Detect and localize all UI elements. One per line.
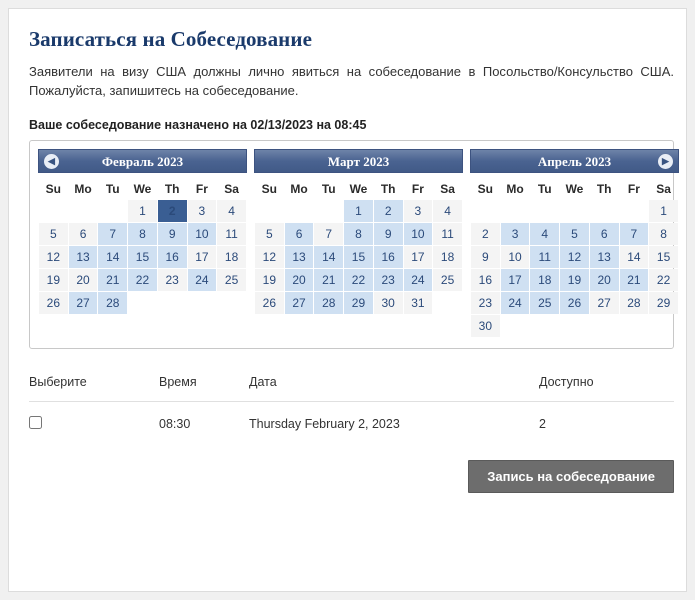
calendar-day-unavailable: 28 <box>620 292 649 314</box>
calendar-day-available[interactable]: 17 <box>501 269 530 291</box>
weekday-we: We <box>133 182 152 196</box>
calendar-day-unavailable: 17 <box>188 246 217 268</box>
weekday-header-row <box>39 179 246 199</box>
calendar-day-available[interactable]: 9 <box>158 223 187 245</box>
calendar-day-available[interactable]: 6 <box>590 223 619 245</box>
calendar-day-unavailable: 18 <box>217 246 246 268</box>
calendar-day-available[interactable]: 24 <box>188 269 217 291</box>
calendar-day-available[interactable]: 18 <box>530 269 559 291</box>
calendar-day-available[interactable]: 8 <box>344 223 373 245</box>
calendar-day-available[interactable]: 1 <box>344 200 373 222</box>
calendar-day-available[interactable]: 22 <box>128 269 157 291</box>
calendar-day-available[interactable]: 15 <box>344 246 373 268</box>
calendar-day-available[interactable]: 16 <box>374 246 403 268</box>
calendar-day-unavailable: 31 <box>404 292 433 314</box>
calendar-day-available[interactable]: 13 <box>69 246 98 268</box>
calendar-day-available[interactable]: 26 <box>560 292 589 314</box>
calendar-day-available[interactable]: 11 <box>530 246 559 268</box>
calendar-day-empty <box>620 200 649 222</box>
calendar-day-empty <box>128 292 157 314</box>
calendar-day-unavailable: 6 <box>69 223 98 245</box>
weekday-mo: Mo <box>506 182 524 196</box>
calendar-day-available[interactable]: 24 <box>404 269 433 291</box>
calendar-day-available[interactable]: 27 <box>69 292 98 314</box>
table-row <box>29 402 674 432</box>
calendar-week-row <box>39 200 246 222</box>
month-title: Апрель 2023 <box>537 154 612 169</box>
weekday-we: We <box>565 182 584 196</box>
calendar-body <box>255 200 462 314</box>
calendar-day-unavailable: 2 <box>471 223 500 245</box>
calendar-day-unavailable: 29 <box>649 292 678 314</box>
calendar-day-unavailable: 17 <box>404 246 433 268</box>
calendar-day-unavailable: 16 <box>471 269 500 291</box>
calendar-day-available[interactable]: 14 <box>98 246 127 268</box>
calendar-week-row <box>471 200 678 222</box>
slot-available: 2 <box>539 417 546 431</box>
calendar-day-available[interactable]: 9 <box>374 223 403 245</box>
calendar-day-unavailable: 22 <box>649 269 678 291</box>
calendar-day-available[interactable]: 13 <box>285 246 314 268</box>
calendar-day-unavailable: 9 <box>471 246 500 268</box>
calendar-day-available[interactable]: 28 <box>314 292 343 314</box>
calendar-month-march <box>254 149 463 338</box>
calendar-day-available[interactable]: 2 <box>374 200 403 222</box>
weekday-th: Th <box>164 182 180 196</box>
calendar-day-empty <box>158 292 187 314</box>
weekday-tu: Tu <box>321 182 336 196</box>
weekday-sa: Sa <box>224 182 239 196</box>
calendar-day-unavailable: 5 <box>39 223 68 245</box>
calendar-week-row <box>471 292 678 314</box>
weekday-tu: Tu <box>537 182 552 196</box>
month-header-march <box>254 149 463 173</box>
calendar-month-february <box>38 149 247 338</box>
calendar-day-available[interactable]: 15 <box>128 246 157 268</box>
calendar-week-row <box>255 200 462 222</box>
calendar-week-row <box>471 269 678 291</box>
appointment-page <box>8 8 687 592</box>
calendar-day-empty <box>530 200 559 222</box>
calendar-day-empty <box>39 200 68 222</box>
slots-table <box>29 375 674 432</box>
calendar-day-available[interactable]: 12 <box>560 246 589 268</box>
month-header-april <box>470 149 679 173</box>
calendar-day-available[interactable]: 29 <box>344 292 373 314</box>
calendar-day-unavailable: 15 <box>649 246 678 268</box>
calendar-day-unavailable: 1 <box>128 200 157 222</box>
calendar-month-april <box>470 149 679 338</box>
calendar-day-empty <box>501 315 530 337</box>
submit-row <box>29 460 674 493</box>
calendar-day-unavailable: 19 <box>255 269 284 291</box>
weekday-su: Su <box>45 182 62 196</box>
calendar-day-unavailable: 5 <box>255 223 284 245</box>
calendar-day-empty <box>649 315 678 337</box>
calendar-week-row <box>255 223 462 245</box>
calendar-day-empty <box>501 200 530 222</box>
weekday-su: Su <box>477 182 494 196</box>
calendar-grid-march <box>254 178 463 315</box>
calendar-day-unavailable: 23 <box>471 292 500 314</box>
calendar-week-row <box>255 246 462 268</box>
calendar-day-unavailable: 18 <box>433 246 462 268</box>
next-month-icon[interactable]: ▶ <box>658 154 673 169</box>
month-title: Март 2023 <box>327 154 390 169</box>
slots-table-header <box>29 375 674 402</box>
calendar-day-available[interactable]: 27 <box>285 292 314 314</box>
weekday-mo: Mo <box>74 182 92 196</box>
calendar-day-available[interactable]: 21 <box>620 269 649 291</box>
calendar-day-empty <box>433 292 462 314</box>
page-title: Записаться на Собеседование <box>29 27 312 51</box>
calendar-day-selected[interactable]: 2 <box>158 200 187 222</box>
calendar-day-empty <box>314 200 343 222</box>
calendar-day-unavailable: 8 <box>649 223 678 245</box>
calendar-day-unavailable: 11 <box>217 223 246 245</box>
weekday-su: Su <box>261 182 278 196</box>
calendar-day-available[interactable]: 6 <box>285 223 314 245</box>
calendar-day-available[interactable]: 20 <box>285 269 314 291</box>
calendar-body <box>471 200 678 337</box>
calendar-day-available[interactable]: 16 <box>158 246 187 268</box>
calendar-day-unavailable: 26 <box>255 292 284 314</box>
calendar-day-empty <box>590 200 619 222</box>
calendar-day-unavailable: 25 <box>433 269 462 291</box>
calendar-day-empty <box>590 315 619 337</box>
calendar-day-available[interactable]: 3 <box>501 223 530 245</box>
weekday-tu: Tu <box>105 182 120 196</box>
calendar-day-empty <box>620 315 649 337</box>
calendar-week-row <box>39 269 246 291</box>
book-appointment-button[interactable]: Запись на собеседование <box>468 460 674 493</box>
calendar-day-unavailable: 23 <box>158 269 187 291</box>
weekday-th: Th <box>380 182 396 196</box>
calendar-body <box>39 200 246 314</box>
calendar-day-available[interactable]: 4 <box>530 223 559 245</box>
calendar-day-available[interactable]: 21 <box>98 269 127 291</box>
weekday-header-row <box>471 179 678 199</box>
calendar-day-empty <box>217 292 246 314</box>
calendar-grid-april <box>470 178 679 338</box>
calendar-day-unavailable: 26 <box>39 292 68 314</box>
calendar-week-row <box>39 223 246 245</box>
calendar-day-available[interactable]: 10 <box>188 223 217 245</box>
slot-date: Thursday February 2, 2023 <box>249 417 400 431</box>
calendar-week-row <box>39 246 246 268</box>
calendar-day-empty <box>98 200 127 222</box>
calendar-day-available[interactable]: 8 <box>128 223 157 245</box>
calendar-day-unavailable: 19 <box>39 269 68 291</box>
month-title: Февраль 2023 <box>101 154 184 169</box>
slot-time: 08:30 <box>159 417 191 431</box>
calendar-day-unavailable: 14 <box>620 246 649 268</box>
calendar-day-available[interactable]: 5 <box>560 223 589 245</box>
weekday-fr: Fr <box>411 182 424 196</box>
calendar-day-available[interactable]: 7 <box>98 223 127 245</box>
calendar-day-empty <box>285 200 314 222</box>
calendar-grid-february <box>38 178 247 315</box>
calendar-day-unavailable: 1 <box>649 200 678 222</box>
slot-select-cell <box>29 416 159 432</box>
calendar-day-available[interactable]: 24 <box>501 292 530 314</box>
weekday-sa: Sa <box>440 182 455 196</box>
intro-text: Заявители на визу США должны лично явиться на собеседование в Посольство/Консульство США. Пожалуйста, запишитесь на собеседование. <box>29 64 674 98</box>
calendar-day-unavailable: 30 <box>374 292 403 314</box>
column-header-select: Выберите <box>29 375 87 389</box>
calendar-months-row <box>38 149 671 338</box>
calendar-week-row <box>255 269 462 291</box>
calendar-day-unavailable: 4 <box>433 200 462 222</box>
calendar-day-empty <box>255 200 284 222</box>
calendar-day-available[interactable]: 19 <box>560 269 589 291</box>
calendar-day-unavailable: 3 <box>188 200 217 222</box>
calendar-day-available[interactable]: 28 <box>98 292 127 314</box>
calendar-day-available[interactable]: 10 <box>404 223 433 245</box>
calendar-day-available[interactable]: 21 <box>314 269 343 291</box>
calendar-day-available[interactable]: 14 <box>314 246 343 268</box>
calendar-day-unavailable: 10 <box>501 246 530 268</box>
calendar-week-row <box>39 292 246 314</box>
calendar-day-unavailable: 7 <box>314 223 343 245</box>
calendar-day-unavailable: 30 <box>471 315 500 337</box>
weekday-mo: Mo <box>290 182 308 196</box>
column-header-date: Дата <box>249 375 277 389</box>
column-header-time: Время <box>159 375 197 389</box>
calendar-day-empty <box>530 315 559 337</box>
calendar-panel <box>29 140 674 349</box>
weekday-sa: Sa <box>656 182 671 196</box>
calendar-day-unavailable: 20 <box>69 269 98 291</box>
calendar-day-available[interactable]: 23 <box>374 269 403 291</box>
calendar-week-row <box>471 315 678 337</box>
weekday-th: Th <box>596 182 612 196</box>
calendar-day-empty <box>188 292 217 314</box>
calendar-week-row <box>255 292 462 314</box>
calendar-day-unavailable: 4 <box>217 200 246 222</box>
page-content <box>9 9 686 493</box>
calendar-day-available[interactable]: 22 <box>344 269 373 291</box>
calendar-day-empty <box>69 200 98 222</box>
calendar-day-unavailable: 27 <box>590 292 619 314</box>
calendar-day-unavailable: 11 <box>433 223 462 245</box>
calendar-day-empty <box>560 315 589 337</box>
weekday-we: We <box>349 182 368 196</box>
calendar-day-empty <box>471 200 500 222</box>
slot-checkbox[interactable] <box>29 416 42 429</box>
calendar-day-unavailable: 12 <box>39 246 68 268</box>
weekday-fr: Fr <box>195 182 208 196</box>
calendar-day-available[interactable]: 7 <box>620 223 649 245</box>
column-header-available: Доступно <box>539 375 594 389</box>
calendar-week-row <box>471 246 678 268</box>
calendar-day-unavailable: 12 <box>255 246 284 268</box>
calendar-day-available[interactable]: 25 <box>530 292 559 314</box>
calendar-day-empty <box>560 200 589 222</box>
appointment-notice: Ваше собеседование назначено на 02/13/2023 на 08:45 <box>29 118 367 132</box>
prev-month-icon[interactable]: ◀ <box>44 154 59 169</box>
weekday-fr: Fr <box>627 182 640 196</box>
calendar-day-unavailable: 3 <box>404 200 433 222</box>
weekday-header-row <box>255 179 462 199</box>
month-header-february <box>38 149 247 173</box>
calendar-day-unavailable: 25 <box>217 269 246 291</box>
calendar-day-available[interactable]: 13 <box>590 246 619 268</box>
calendar-day-available[interactable]: 20 <box>590 269 619 291</box>
calendar-week-row <box>471 223 678 245</box>
